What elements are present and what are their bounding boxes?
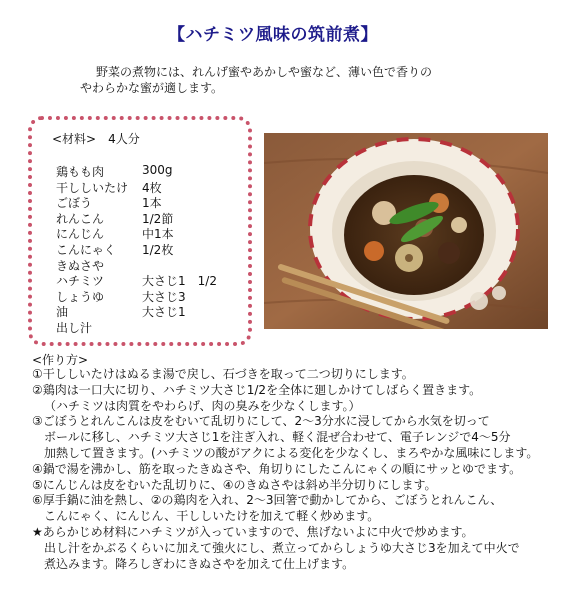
ingredient-amount: 1/2節 — [142, 211, 174, 226]
step-line: ③ごぼうとれんこんは皮をむいて乱切りにして、2～3分水に浸してから水気を切って — [32, 414, 490, 429]
dish-photo — [264, 133, 548, 329]
ingredient-amount: 4枚 — [142, 180, 162, 195]
ingredient-name: れんこん — [56, 211, 105, 226]
ingredient-name: しょうゆ — [56, 289, 105, 304]
ingredient-name: 出し汁 — [56, 320, 93, 335]
ingredient-name: にんじん — [56, 227, 105, 242]
step-line: 煮込みます。降ろしぎわにきぬさやを加えて仕上げます。 — [44, 556, 355, 571]
step-line: ⑥厚手鍋に油を熱し、②の鶏肉を入れ、2～3回箸で動かしてから、ごぼうとれんこん、 — [32, 493, 503, 508]
step-line: ボールに移し、ハチミツ大さじ1を注ぎ入れ、軽く混ぜ合わせて、電子レンジで4～5分 — [44, 430, 511, 445]
intro-line: やわらかな蜜が適します。 — [80, 81, 224, 95]
ingredient-name: 鶏もも肉 — [56, 165, 105, 179]
ingredient-amount: 1/2枚 — [142, 242, 174, 257]
ingredient-amount: 大さじ1 1/2 — [142, 274, 217, 289]
ingredient-amount: 中1本 — [142, 227, 174, 242]
step-line: ⑤にんじんは皮をむいた乱切りに、④のきぬさやは斜め半分切りにします。 — [32, 477, 437, 492]
ingredient-name: きぬさや — [56, 258, 105, 273]
ingredient-amount: 大さじ1 — [142, 305, 186, 320]
step-line: ①干ししいたけはぬるま湯で戻し、石づきを取って二つ切りにします。 — [32, 367, 414, 381]
ingredient-name: ハチミツ — [56, 274, 105, 289]
ingredient-amount: 300g — [142, 163, 173, 177]
ingredient-amount: 大さじ3 — [142, 289, 186, 304]
step-line: 加熱して置きます。(ハチミツの酸がアクによる変化を少なくし、まろやかな風味にします。 — [44, 445, 539, 460]
method-steps — [32, 367, 538, 572]
ingredient-name: 干ししいたけ — [56, 180, 129, 195]
ingredient-name: ごぼう — [56, 196, 93, 211]
ingredient-amount: 1本 — [142, 196, 162, 211]
ingredients-header: <材料> 4人分 — [52, 132, 140, 146]
step-line: （ハチミツは肉質をやわらげ、肉の臭みを少なくします。） — [44, 398, 361, 413]
intro-text — [80, 64, 520, 96]
method-header: <作り方> — [32, 353, 89, 367]
page-title: 【ハチミツ風味の筑前煮】 — [168, 25, 378, 45]
step-line: ④鍋で湯を沸かし、筋を取ったきぬさや、角切りにしたこんにゃくの順にサッとゆでます。 — [32, 461, 522, 476]
ingredient-name: こんにゃく — [56, 242, 116, 257]
step-line: こんにゃく、にんじん、干ししいたけを加えて軽く炒めます。 — [44, 509, 380, 524]
step-line: 出し汁をかぶるくらいに加えて強火にし、煮立ってからしょうゆ大さじ3を加えて中火で — [44, 540, 520, 555]
step-line: ★あらかじめ材料にハチミツが入っていますので、焦げないよに中火で炒めます。 — [32, 524, 474, 539]
intro-line: 野菜の煮物には、れんげ蜜やあかしや蜜など、薄い色で香りの — [96, 65, 433, 79]
step-line: ②鶏肉は一口大に切り、ハチミツ大さじ1/2を全体に廻しかけてしばらく置きます。 — [32, 382, 482, 397]
ingredient-name: 油 — [56, 305, 69, 320]
